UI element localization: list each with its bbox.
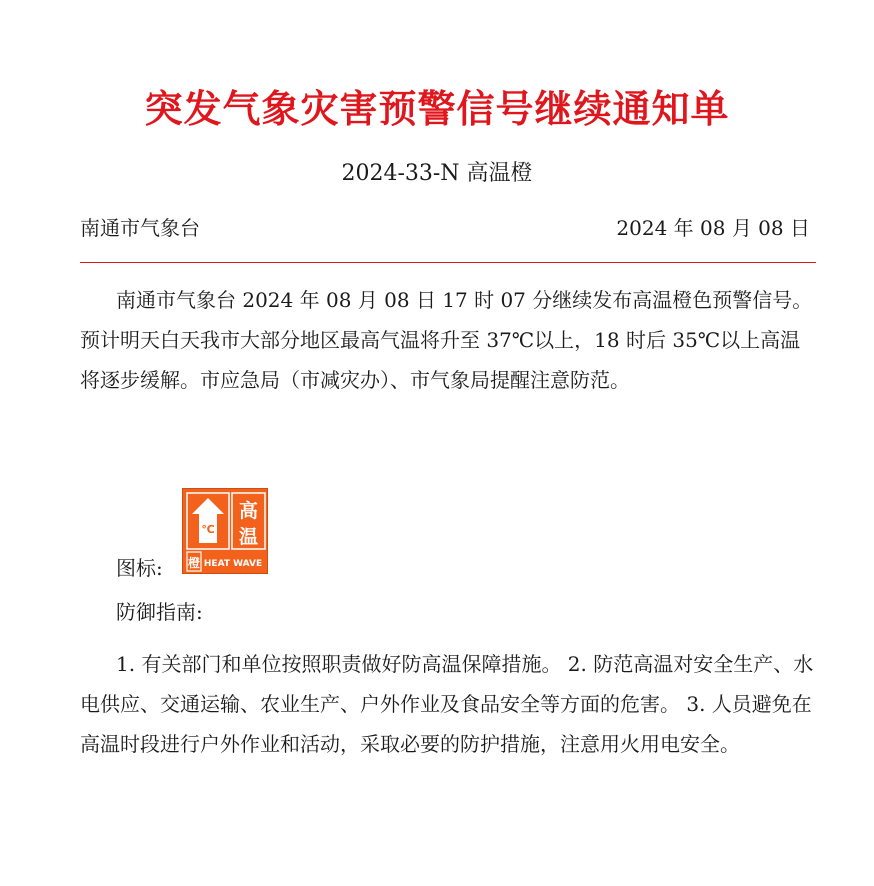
badge-level-text: 橙	[187, 556, 201, 570]
notice-title: 突发气象灾害预警信号继续通知单	[144, 86, 730, 131]
high-temperature-orange-warning-icon	[182, 488, 268, 574]
header-divider	[80, 262, 816, 263]
issuer-name: 南通市气象台	[80, 216, 200, 240]
defense-guide-text: 1. 有关部门和单位按照职责做好防高温保障措施。 2. 防范高温对安全生产、水电供应、交通运输、农业生产、户外作业及食品安全等方面的危害。 3. 人员避免在高温时段进行户外作业和活动，采取必要的防护措施，注意用火用电安全。	[80, 652, 814, 756]
warning-badge-graphic	[183, 489, 269, 575]
badge-main-text-2: 温	[238, 526, 259, 548]
notice-body: 南通市气象台 2024 年 08 月 08 日 17 时 07 分继续发布高温橙色预警信号。预计明天白天我市大部分地区最高气温将升至 37℃以上，18 时后 35℃以上高温将逐步缓解。市应急局（市减灾办）、市气象局提醒注意防范。	[80, 288, 813, 392]
defense-guide-label: 防御指南:	[116, 600, 203, 624]
badge-main-text-1: 高	[238, 500, 259, 522]
badge-english-text: HEAT WAVE	[203, 559, 263, 569]
icon-label: 图标:	[116, 556, 163, 580]
badge-unit-text: ℃	[201, 523, 215, 536]
notice-code: 2024-33-N 高温橙	[341, 161, 533, 186]
issue-date: 2024 年 08 月 08 日	[616, 216, 810, 240]
